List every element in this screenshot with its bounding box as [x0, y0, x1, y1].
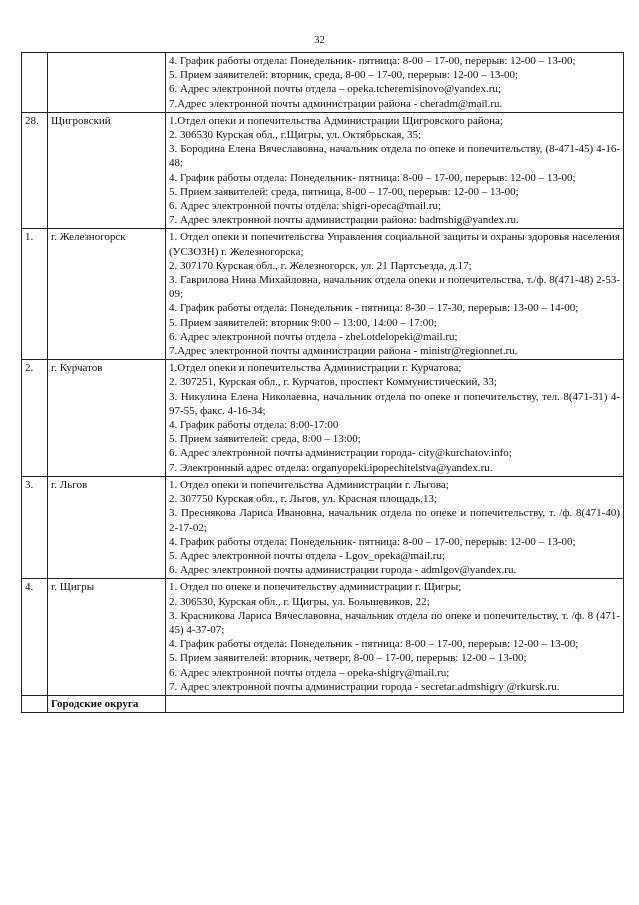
- detail-line: 2. 306530 Курская обл., г.Щигры, ул. Октябрьская, 35;: [169, 129, 422, 142]
- detail-line: 1.Отдел опеки и попечительства Администрации Щигровского района;: [169, 114, 503, 127]
- row-number: 28.: [22, 112, 48, 229]
- detail-line: 6. Адрес электронной почты администрации города - admlgov@yandex.ru.: [169, 564, 517, 577]
- table-body: [22, 53, 624, 713]
- detail-line: 5. Адрес электронной почты отдела - Lgov_opeka@mail.ru;: [169, 549, 446, 562]
- detail-line: 4. График работы отдела: Понедельник - пятница: 8-30 – 17-30, перерыв: 13-00 – 14-00;: [169, 302, 579, 315]
- detail-line: 1. Отдел опеки и попечительства Управления социальной защиты и охраны здоровья населения (УСЗОЗН) г. Железногорска;: [169, 231, 620, 258]
- detail-line: 1.Отдел опеки и попечительства Администрации г. Курчатова;: [169, 362, 462, 375]
- detail-line: 6. Адрес электронной почты отдела - zhel.otdelopeki@mail.ru;: [169, 330, 458, 343]
- detail-line: 1. Отдел по опеке и попечительству администрации г. Щигры;: [169, 581, 462, 594]
- detail-line: 7.Адрес электронной почты администрации района - ministr@regionnet.ru.: [169, 345, 518, 358]
- row-number: 3.: [22, 476, 48, 578]
- detail-line: 4. График работы отдела: 8:00-17:00: [169, 419, 339, 432]
- table-row: [22, 476, 624, 578]
- detail-line: 2. 307750 Курская обл., г. Льгов, ул. Красная площадь,13;: [169, 493, 438, 506]
- detail-line: 7. Адрес электронной почты администрации района: badmshig@yandex.ru.: [169, 214, 519, 227]
- detail-line: 4. График работы отдела: Понедельник - пятница: 8-00 – 17-00, перерыв: 12-00 – 13-00;: [169, 638, 579, 651]
- district-name: г. Щигры: [48, 579, 166, 696]
- section-header-row: [22, 695, 624, 712]
- section-empty-cell: [166, 695, 624, 712]
- detail-line: 3. Никулина Елена Николаевна, начальник отдела по опеке и попечительству, тел. 8(471-31) 4-97-55, факс. 4-16-34;: [169, 390, 620, 417]
- district-name: г. Курчатов: [48, 360, 166, 477]
- detail-line: 6. Адрес электронной почты администрации города- city@kurchatov.info;: [169, 447, 512, 460]
- contact-details: [166, 476, 624, 578]
- page-number: 32: [314, 34, 325, 46]
- detail-line: 5. Прием заявителей: вторник, среда, 8-00 – 17-00, перерыв: 12-00 – 13-00;: [169, 69, 519, 82]
- contact-details: [166, 229, 624, 360]
- detail-line: 3. Бородина Елена Вячеславовна, начальник отдела по опеке и попечительству, (8-471-45) 4-16-48;: [169, 143, 620, 170]
- row-number: 2.: [22, 360, 48, 477]
- detail-line: 7.Адрес электронной почты администрации района - cheradm@mail.ru.: [169, 97, 503, 110]
- detail-line: 2. 306530, Курская обл., г. Щигры, ул. Большевиков, 22;: [169, 595, 430, 608]
- contact-details: [166, 360, 624, 477]
- district-name: г. Льгов: [48, 476, 166, 578]
- row-number: 1.: [22, 229, 48, 360]
- detail-line: 5. Прием заявителей: среда, пятница, 8-00 – 17-00, перерыв: 12-00 – 13-00;: [169, 185, 519, 198]
- district-name: г. Железногорск: [48, 229, 166, 360]
- detail-line: 5. Прием заявителей: среда, 8:00 – 13:00;: [169, 433, 361, 446]
- detail-line: 3. Преснякова Лариса Ивановна, начальник отдела по опеке и попечительству, т. /ф. 8(471-40) 2-17-02;: [169, 507, 620, 534]
- district-name: Щигровский: [48, 112, 166, 229]
- detail-line: 4. График работы отдела: Понедельник- пятница: 8-00 – 17-00, перерыв: 12-00 – 13-00;: [169, 55, 576, 67]
- row-number: 4.: [22, 579, 48, 696]
- contacts-table: [21, 52, 624, 713]
- table-row: [22, 360, 624, 477]
- detail-line: 3. Красникова Лариса Вячеславовна, начальник отдела по опеке и попечительству, т. /ф. 8 (471-45) 4-37-07;: [169, 609, 620, 636]
- detail-line: 3. Гаврилова Нина Михайловна, начальник отдела опеки и попечительства, т./ф. 8(471-48) 2-53-09;: [169, 274, 620, 301]
- table-row: [22, 112, 624, 229]
- detail-line: 5. Прием заявителей: вторник 9:00 – 13:00, 14:00 – 17:00;: [169, 316, 437, 329]
- detail-line: 2. 307170 Курская обл., г. Железногорск, ул. 21 Партсъезда, д.17;: [169, 259, 472, 272]
- detail-line: 4. График работы отдела: Понедельник- пятница: 8-00 – 17-00, перерыв: 12-00 – 13-00;: [169, 171, 576, 184]
- detail-line: 5. Прием заявителей: вторник, четверг, 8-00 – 17-00, перерыв: 12-00 – 13-00;: [169, 652, 527, 665]
- detail-line: 7. Адрес электронной почты администрации города - secretar.admshigry @rkursk.ru.: [169, 680, 560, 693]
- detail-line: 6. Адрес электронной почты отдела – opeka.tcheremisinovo@yandex.ru;: [169, 83, 501, 96]
- table-row: [22, 229, 624, 360]
- section-header: Городские округа: [48, 695, 166, 712]
- detail-line: 4. График работы отдела: Понедельник- пятница: 8-00 – 17-00, перерыв: 12-00 – 13-00;: [169, 535, 576, 548]
- table-row: [22, 579, 624, 696]
- detail-line: 7. Электронный адрес отдела: organyopeki.ipopechitelstva@yandex.ru.: [169, 461, 493, 474]
- district-name: [48, 53, 166, 113]
- detail-line: 6. Адрес электронной почты отдела: shigri-opeca@mail.ru;: [169, 200, 442, 213]
- detail-line: 6. Адрес электронной почты отдела – opeka-shigry@mail.ru;: [169, 666, 450, 679]
- contact-details: [166, 112, 624, 229]
- detail-line: 2. 307251, Курская обл., г. Курчатов, проспект Коммунистический, 33;: [169, 376, 497, 389]
- detail-line: 1. Отдел опеки и попечительства Администрации г. Льгова;: [169, 478, 449, 491]
- table-row: [22, 53, 624, 113]
- row-number: [22, 53, 48, 113]
- section-blank-cell: [22, 695, 48, 712]
- contact-details: [166, 53, 624, 113]
- contact-details: [166, 579, 624, 696]
